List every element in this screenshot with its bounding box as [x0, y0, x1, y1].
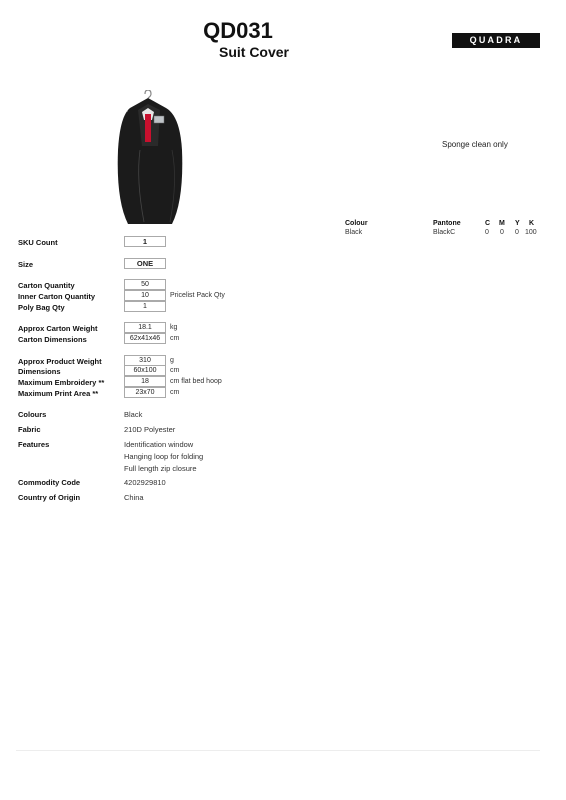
- dimensions-label: Dimensions: [18, 367, 61, 376]
- m-header: M: [499, 220, 505, 227]
- feature-item: Hanging loop for folding: [124, 452, 204, 461]
- carton-dimensions-value: 62x41x46: [124, 333, 166, 344]
- carton-dimensions-unit: cm: [170, 335, 180, 342]
- feature-item: Full length zip closure: [124, 464, 197, 473]
- footer-divider: [16, 750, 540, 751]
- hanger-hook-icon: [145, 90, 151, 98]
- pricelist-pack-note: Pricelist Pack Qty: [170, 292, 225, 299]
- dimensions-value: 60x100: [124, 365, 166, 376]
- product-weight-value: 310: [124, 355, 166, 366]
- carton-weight-value: 18.1: [124, 322, 166, 333]
- size-value: ONE: [124, 258, 166, 269]
- suit-cover-image: [108, 90, 190, 228]
- product-weight-unit: g: [170, 357, 174, 364]
- identification-window-icon: [154, 116, 164, 123]
- size-label: Size: [18, 260, 34, 269]
- y-header: Y: [515, 220, 520, 227]
- carton-quantity-value: 50: [124, 279, 166, 290]
- red-shirt: [145, 114, 151, 142]
- fabric-label: Fabric: [18, 425, 41, 434]
- pantone-cell: BlackC: [433, 229, 456, 236]
- commodity-code-label: Commodity Code: [18, 478, 81, 487]
- product-weight-label: Approx Product Weight: [18, 357, 102, 366]
- carton-weight-label: Approx Carton Weight: [18, 324, 98, 333]
- brand-logo: QUADRA: [452, 33, 540, 48]
- colour-cell: Black: [345, 229, 363, 236]
- product-name: Suit Cover: [218, 44, 289, 60]
- max-embroidery-value: 18: [124, 376, 166, 387]
- pantone-header: Pantone: [433, 220, 461, 227]
- feature-item: Identification window: [124, 440, 194, 449]
- max-print-area-unit: cm: [170, 389, 180, 396]
- product-code: QD031: [203, 18, 273, 43]
- poly-bag-qty-value: 1: [124, 301, 166, 312]
- colours-value: Black: [124, 410, 143, 419]
- m-cell: 0: [500, 229, 504, 236]
- y-cell: 0: [515, 229, 519, 236]
- poly-bag-qty-label: Poly Bag Qty: [18, 303, 65, 312]
- sku-count-label: SKU Count: [18, 238, 58, 247]
- c-cell: 0: [485, 229, 489, 236]
- commodity-code-value: 4202929810: [124, 478, 166, 487]
- c-header: C: [485, 220, 491, 227]
- country-of-origin-label: Country of Origin: [18, 493, 81, 502]
- inner-carton-quantity-value: 10: [124, 290, 166, 301]
- max-print-area-value: 23x70: [124, 387, 166, 398]
- care-instructions: Sponge clean only: [442, 140, 508, 149]
- max-embroidery-unit: cm flat bed hoop: [170, 378, 222, 385]
- k-cell: 100: [525, 229, 537, 236]
- sku-count-value: 1: [124, 236, 166, 247]
- colour-header: Colour: [345, 220, 368, 227]
- k-header: K: [529, 220, 535, 227]
- country-of-origin-value: China: [124, 493, 144, 502]
- carton-dimensions-label: Carton Dimensions: [18, 335, 87, 344]
- fabric-value: 210D Polyester: [124, 425, 176, 434]
- features-label: Features: [18, 440, 50, 449]
- max-embroidery-label: Maximum Embroidery **: [18, 378, 105, 387]
- inner-carton-quantity-label: Inner Carton Quantity: [18, 292, 96, 301]
- dimensions-unit: cm: [170, 367, 180, 374]
- colours-label: Colours: [18, 410, 47, 419]
- carton-weight-unit: kg: [170, 324, 178, 331]
- carton-quantity-label: Carton Quantity: [18, 281, 75, 290]
- max-print-area-label: Maximum Print Area **: [18, 389, 99, 398]
